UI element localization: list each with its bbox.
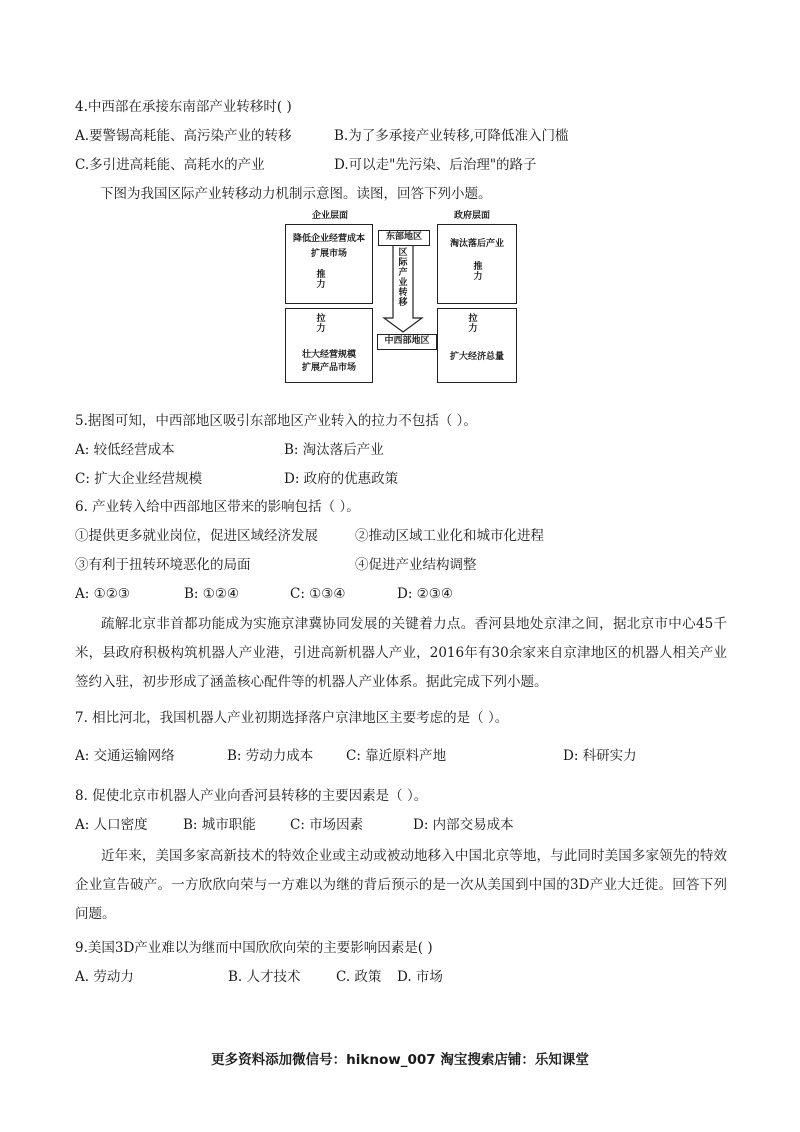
tl-line2: 扩展市场 — [310, 249, 347, 259]
bl-pull-label: 拉力 — [316, 314, 326, 334]
q4-option-a: A.要警锡高耗能、高污染产业的转移 — [75, 128, 292, 144]
intro-diagram: 下图为我国区际产业转移动力机制示意图。读图，回答下列小题。 — [100, 186, 492, 202]
east-region-label: 东部地区 — [385, 232, 422, 242]
tl-line1: 降低企业经营成本 — [292, 234, 365, 244]
footer-ad: 更多资料添加微信号：hiknow_007 淘宝搜索店铺：乐知课堂 — [211, 1052, 589, 1068]
passage-robot-industry: 疏解北京非首都功能成为实施京津冀协同发展的关键着力点。香河县地处京津之间，据北京市中心45千米，县政府积极构筑机器人产业港，引进高新机器人产业，2016年有30余家来自京津地区的机器人相关产业签约入驻，初步形成了涵盖核心配件等的机器人产业体系。据此完成下列小题。 — [75, 616, 727, 690]
q7-option-a: A: 交通运输网络 — [75, 748, 175, 764]
q5-option-b: B: 淘汰落后产业 — [284, 442, 384, 458]
q8-option-b: B: 城市职能 — [183, 817, 256, 833]
q7-option-c: C: 靠近原料产地 — [346, 748, 447, 764]
q6-statement-3: ③有利于扭转环境恶化的局面 — [75, 557, 251, 573]
q4-stem: 4.中西部在承接东南部产业转移时( ) — [75, 99, 292, 115]
q8-option-d: D: 内部交易成本 — [413, 817, 514, 833]
q7-stem: 7. 相比河北，我国机器人产业初期选择落户京津地区主要考虑的是（ ）。 — [75, 710, 509, 726]
bl-line2: 扩展产品市场 — [301, 363, 356, 373]
transfer-label: 区际产业转移 — [398, 248, 408, 308]
q6-option-d: D: ②③④ — [397, 586, 453, 602]
q4-option-d: D.可以走"先污染、后治理"的路子 — [334, 157, 537, 173]
q9-option-a: A. 劳动力 — [75, 969, 134, 985]
br-line1: 扩大经济总量 — [449, 352, 504, 362]
q6-statement-1: ①提供更多就业岗位，促进区域经济发展 — [75, 528, 318, 544]
q6-statement-2: ②推动区域工业化和城市化进程 — [355, 528, 544, 544]
transfer-mechanism-diagram — [285, 208, 515, 383]
q5-option-d: D: 政府的优惠政策 — [284, 471, 399, 487]
west-region-label: 中西部地区 — [384, 336, 430, 346]
q9-option-b: B. 人才技术 — [228, 969, 301, 985]
q5-option-a: A: 较低经营成本 — [75, 442, 175, 458]
q6-option-c: C: ①③④ — [290, 586, 346, 602]
q6-option-a: A: ①②③ — [75, 586, 130, 602]
q6-statement-4: ④促进产业结构调整 — [355, 557, 477, 573]
q9-stem: 9.美国3D产业难以为继而中国欣欣向荣的主要影响因素是( ) — [75, 940, 433, 956]
q5-stem: 5.据图可知，中西部地区吸引东部地区产业转入的拉力不包括（ ）。 — [75, 413, 477, 429]
q9-option-d: D. 市场 — [397, 969, 443, 985]
q9-option-c: C. 政策 — [336, 969, 382, 985]
q8-stem: 8. 促使北京市机器人产业向香河县转移的主要因素是（ ）。 — [75, 788, 428, 804]
q6-option-b: B: ①②④ — [184, 586, 240, 602]
tr-line1: 淘汰落后产业 — [449, 239, 504, 249]
q5-option-c: C: 扩大企业经营规模 — [75, 471, 203, 487]
br-pull-label: 拉力 — [468, 314, 478, 334]
q4-option-c: C.多引进高耗能、高耗水的产业 — [75, 157, 265, 173]
q4-option-b: B.为了多承接产业转移,可降低准入门槛 — [334, 128, 569, 144]
q8-option-c: C: 市场因素 — [290, 817, 364, 833]
q7-option-b: B: 劳动力成本 — [227, 748, 314, 764]
passage-3d-industry: 近年来，美国多家高新技术的特效企业或主动或被动地移入中国北京等地，与此同时美国多家领先的特效企业宣告破产。一方欣欣向荣与一方难以为继的背后预示的是一次从美国到中国的3D产业大迁徙。回答下列问题。 — [75, 848, 727, 922]
bl-line1: 壮大经营规模 — [301, 350, 356, 360]
q6-stem: 6. 产业转入给中西部地区带来的影响包括（ ）。 — [75, 499, 360, 515]
tr-push-label: 推力 — [473, 262, 483, 282]
q8-option-a: A: 人口密度 — [75, 817, 148, 833]
government-level-title: 政府层面 — [453, 211, 490, 221]
q7-option-d: D: 科研实力 — [563, 748, 637, 764]
enterprise-level-title: 企业层面 — [311, 211, 348, 221]
tl-push-label: 推力 — [316, 270, 326, 290]
